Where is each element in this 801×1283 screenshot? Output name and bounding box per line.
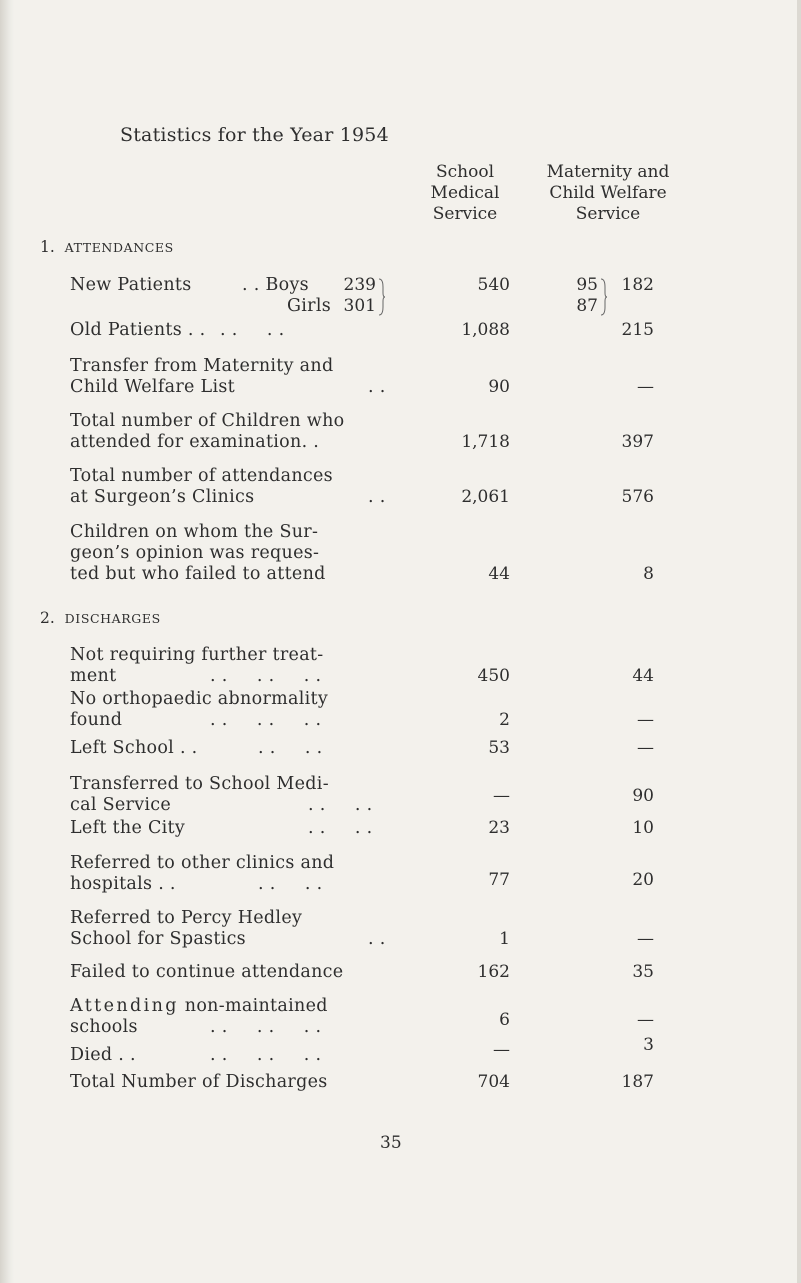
value-school: 1	[499, 929, 510, 949]
value-school: 450	[477, 666, 510, 686]
row-label: Failed to continue attendance	[70, 962, 344, 982]
row-label-line: ment	[70, 666, 117, 686]
row-label-line: Total number of Children who	[70, 411, 345, 431]
value-maternity: —	[637, 1010, 654, 1030]
row-label-line: found	[70, 710, 123, 730]
column-header-line: Child Welfare	[549, 183, 667, 203]
value-maternity: —	[637, 710, 654, 730]
value-school: 53	[488, 738, 510, 758]
row-leader-dots: . .	[368, 377, 386, 397]
row-label-line: schools	[70, 1017, 138, 1037]
column-header-line: School	[435, 162, 495, 182]
value-school: 44	[488, 564, 510, 584]
row-label	[70, 466, 333, 508]
value-school: —	[493, 1040, 510, 1060]
value-school: —	[493, 786, 510, 806]
value-school: 540	[477, 275, 510, 295]
value-maternity: 90	[632, 786, 654, 806]
row-leader-dots: . . . .	[308, 818, 373, 838]
value-maternity: 8	[643, 564, 654, 584]
row-label-line: Transfer from Maternity and	[70, 356, 334, 376]
row-label-line: attended for examination. .	[70, 432, 320, 452]
value-school: 1,718	[461, 432, 510, 452]
value-school: 6	[499, 1010, 510, 1030]
value-school-total: 704	[477, 1072, 510, 1092]
value-school: 90	[488, 377, 510, 397]
value-maternity: 44	[632, 666, 654, 686]
value-school: 23	[488, 818, 510, 838]
row-label-line: Referred to Percy Hedley	[70, 908, 303, 928]
value-maternity: 182	[621, 275, 654, 295]
column-header-line: Service	[432, 204, 498, 224]
brace-icon	[378, 277, 386, 317]
row-label: Left the City	[70, 818, 186, 838]
row-leader-dots: . . . .	[258, 738, 323, 758]
row-leader-dots: . .	[368, 487, 386, 507]
brace-icon	[600, 277, 608, 317]
section-title: ATTENDANCES	[64, 240, 174, 255]
row-label-line: geon’s opinion was reques-	[70, 543, 320, 563]
column-header-school-medical	[400, 162, 530, 225]
value-maternity: 10	[632, 818, 654, 838]
row-label: New Patients	[70, 275, 192, 295]
value-maternity-a: 95	[576, 275, 598, 295]
row-label: Died . .	[70, 1045, 136, 1065]
row-leader-dots: . . . . . .	[210, 666, 322, 686]
value-maternity: 3	[643, 1035, 654, 1055]
row-leader-dots: . . . .	[220, 320, 285, 340]
value-maternity: 20	[632, 870, 654, 890]
value-maternity-total: 187	[621, 1072, 654, 1092]
section-title: DISCHARGES	[64, 611, 161, 626]
page-title: Statistics for the Year 1954	[120, 124, 389, 146]
value-school: 2	[499, 710, 510, 730]
section-number: 1.	[40, 238, 55, 256]
row-label: Left School . .	[70, 738, 198, 758]
value-school: 2,061	[461, 487, 510, 507]
row-sublabel-boys: . . Boys	[242, 275, 309, 295]
value-school: 162	[477, 962, 510, 982]
row-label-emphasis: Attending	[70, 996, 179, 1016]
row-label-rest: non-maintained	[178, 996, 328, 1016]
column-header-maternity	[520, 162, 696, 225]
row-label-total: Total Number of Discharges	[70, 1072, 328, 1092]
row-label-line: No orthopaedic abnormality	[70, 689, 329, 709]
page-number: 35	[380, 1133, 402, 1153]
value-boys: 239	[343, 275, 376, 295]
value-maternity: —	[637, 738, 654, 758]
column-header-line: Medical	[430, 183, 500, 203]
row-label-line: at Surgeon’s Clinics	[70, 487, 255, 507]
value-school: 77	[488, 870, 510, 890]
section-heading-discharges	[40, 609, 161, 627]
row-leader-dots: . . . . . .	[210, 710, 322, 730]
row-label	[70, 356, 333, 398]
column-header-line: Maternity and	[546, 162, 670, 182]
row-label	[70, 522, 326, 585]
row-leader-dots: . .	[368, 929, 386, 949]
value-maternity: 215	[621, 320, 654, 340]
value-girls: 301	[343, 296, 376, 316]
column-header-line: Service	[575, 204, 641, 224]
row-label-line: Children on whom the Sur-	[70, 522, 319, 542]
value-school: 1,088	[461, 320, 510, 340]
page-binding-shadow	[0, 0, 14, 1283]
value-maternity: 397	[621, 432, 654, 452]
value-maternity: —	[637, 929, 654, 949]
value-maternity: —	[637, 377, 654, 397]
row-label: Old Patients . .	[70, 320, 206, 340]
row-leader-dots: . . . .	[308, 795, 373, 815]
page-edge-shadow	[797, 0, 801, 1283]
row-label-line: Child Welfare List	[70, 377, 235, 397]
row-label-line: Transferred to School Medi-	[70, 774, 329, 794]
row-label	[70, 908, 302, 950]
row-label	[70, 411, 344, 453]
row-leader-dots: . . . . . .	[210, 1045, 322, 1065]
row-label-line: ted but who failed to attend	[70, 564, 326, 584]
row-label-line: cal Service	[70, 795, 172, 815]
row-label	[70, 774, 329, 816]
row-label-line	[70, 996, 328, 1017]
section-heading-attendances	[40, 238, 174, 256]
row-label-line: hospitals . .	[70, 874, 176, 894]
row-label-line: Total number of attendances	[70, 466, 333, 486]
row-leader-dots: . . . . . .	[210, 1017, 322, 1037]
row-leader-dots: . . . .	[258, 874, 323, 894]
row-sublabel-girls: Girls	[287, 296, 332, 316]
section-number: 2.	[40, 609, 55, 627]
value-maternity-b: 87	[576, 296, 598, 316]
row-label-line: School for Spastics	[70, 929, 246, 949]
row-label-line: Referred to other clinics and	[70, 853, 335, 873]
row-label-line: Not requiring further treat-	[70, 645, 324, 665]
value-maternity: 576	[621, 487, 654, 507]
value-maternity: 35	[632, 962, 654, 982]
